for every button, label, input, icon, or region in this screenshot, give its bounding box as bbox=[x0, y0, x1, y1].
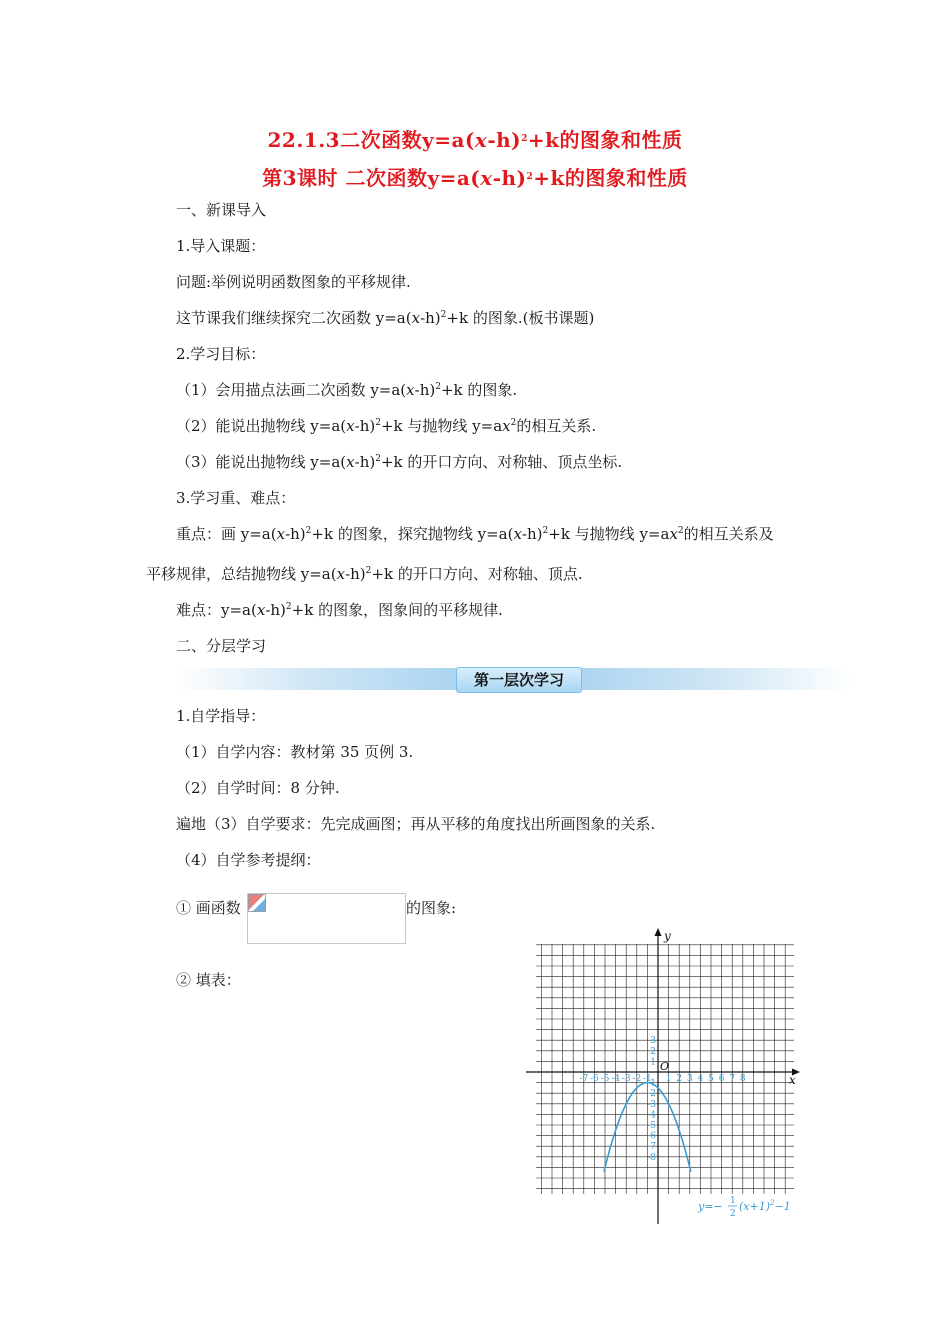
y-tick-labels bbox=[647, 1036, 656, 1163]
page-subtitle: 第3课时 二次函数$y=a(x-h)^2+k$的图象和性质 bbox=[262, 166, 688, 190]
self-study-time: （2）自学时间：8 分钟. bbox=[176, 779, 340, 797]
self-study-requirement: 遍地（3）自学要求：先完成画图；再从平移的角度找出所画图象的关系. bbox=[176, 815, 656, 833]
goal-2: （2）能说出抛物线 $y=a(x-h)^2+k$ 与抛物线 $y=ax^2$的相互关系. bbox=[176, 417, 597, 435]
broken-image-icon bbox=[248, 894, 266, 912]
x-tick-label: 7 bbox=[729, 1074, 736, 1084]
draw-function-prefix: ① 画函数 bbox=[176, 899, 241, 917]
curve-fraction-num: 1 bbox=[730, 1196, 736, 1206]
x-tick-label: -5 bbox=[600, 1074, 610, 1084]
y-tick-label: 1 bbox=[650, 1057, 656, 1068]
x-tick-label: -3 bbox=[621, 1074, 631, 1084]
question-text: 问题:举例说明函数图象的平移规律. bbox=[176, 273, 411, 291]
y-tick-label: -6 bbox=[647, 1131, 656, 1142]
draw-function-suffix: 的图象: bbox=[406, 899, 457, 917]
x-tick-label: 5 bbox=[708, 1074, 714, 1084]
y-tick-label: 2 bbox=[650, 1046, 656, 1057]
item-import-topic: 1.导入课题： bbox=[176, 237, 266, 255]
formula-image-placeholder bbox=[247, 893, 406, 944]
x-tick-label: -1 bbox=[643, 1074, 652, 1084]
x-tick-label: -6 bbox=[590, 1074, 599, 1084]
curve-equation-pre: y=− bbox=[698, 1200, 723, 1213]
x-tick-label: -4 bbox=[611, 1074, 620, 1084]
item-key-points: 3.学习重、难点： bbox=[176, 489, 296, 507]
goal-3: （3）能说出抛物线 $y=a(x-h)^2+k$ 的开口方向、对称轴、顶点坐标. bbox=[176, 453, 623, 471]
curve-equation bbox=[697, 1200, 723, 1213]
x-tick-label: 4 bbox=[697, 1074, 704, 1084]
y-axis-label: y bbox=[664, 929, 671, 943]
section-heading-layered: 二、分层学习 bbox=[176, 637, 267, 655]
section-heading-intro: 一、新课导入 bbox=[176, 201, 267, 219]
curve-equation-tail: −1 bbox=[774, 1200, 791, 1213]
self-study-content: （1）自学内容：教材第 35 页例 3. bbox=[176, 743, 414, 761]
level-banner-label: 第一层次学习 bbox=[456, 667, 582, 693]
x-tick-label: -2 bbox=[632, 1074, 642, 1084]
item-learning-goals: 2.学习目标： bbox=[176, 345, 266, 363]
page-title: 22.1.3二次函数$y=a(x-h)^2+k$的图象和性质 bbox=[267, 128, 683, 152]
y-tick-label: -2 bbox=[647, 1089, 656, 1100]
goal-1: （1）会用描点法画二次函数 $y=a(x-h)^2+k$ 的图象. bbox=[176, 381, 518, 399]
parabola-graph bbox=[526, 928, 806, 1224]
y-axis-arrow bbox=[655, 928, 662, 936]
curve-equation-paren: (x+1) bbox=[739, 1200, 771, 1213]
x-tick-label: 1 bbox=[665, 1074, 672, 1084]
y-tick-label: 3 bbox=[650, 1036, 656, 1047]
y-tick-label: -1 bbox=[647, 1078, 656, 1089]
course-intro-text: 这节课我们继续探究二次函数 $y=a(x-h)^2+k$ 的图象.(板书课题) bbox=[176, 309, 595, 327]
x-tick-label: -7 bbox=[579, 1074, 589, 1084]
y-tick-label: -7 bbox=[647, 1142, 656, 1153]
fill-table-label: ② 填表： bbox=[176, 971, 241, 989]
origin-label: O bbox=[660, 1060, 670, 1073]
y-tick-label: -5 bbox=[647, 1121, 656, 1131]
curve-fraction-den: 2 bbox=[730, 1209, 736, 1219]
difficulty-text: 难点：$y=a(x-h)^2+k$ 的图象，图象间的平移规律. bbox=[176, 601, 503, 619]
x-tick-label: 2 bbox=[676, 1074, 683, 1084]
self-study-outline: （4）自学参考提纲： bbox=[176, 851, 321, 869]
self-study-guide: 1.自学指导： bbox=[176, 707, 266, 725]
curve-equation-exp: 2 bbox=[770, 1199, 775, 1207]
x-tick-label: 6 bbox=[718, 1074, 725, 1084]
x-axis-label: x bbox=[789, 1073, 796, 1087]
y-tick-label: -3 bbox=[647, 1099, 656, 1110]
x-tick-label: 8 bbox=[739, 1074, 746, 1084]
y-tick-label: -8 bbox=[647, 1152, 656, 1163]
key-point-line-2: 平移规律，总结抛物线 $y=a(x-h)^2+k$ 的开口方向、对称轴、顶点. bbox=[146, 565, 583, 583]
curve-equation-body bbox=[739, 1199, 791, 1213]
key-point-line-1: 重点：画 $y=a(x-h)^2+k$ 的图象，探究抛物线 $y=a(x-h)^2+k$ 与抛物线 $y=ax^2$的相互关系及 bbox=[176, 525, 774, 543]
y-tick-label: -4 bbox=[647, 1110, 656, 1121]
x-tick-label: 3 bbox=[686, 1074, 693, 1084]
